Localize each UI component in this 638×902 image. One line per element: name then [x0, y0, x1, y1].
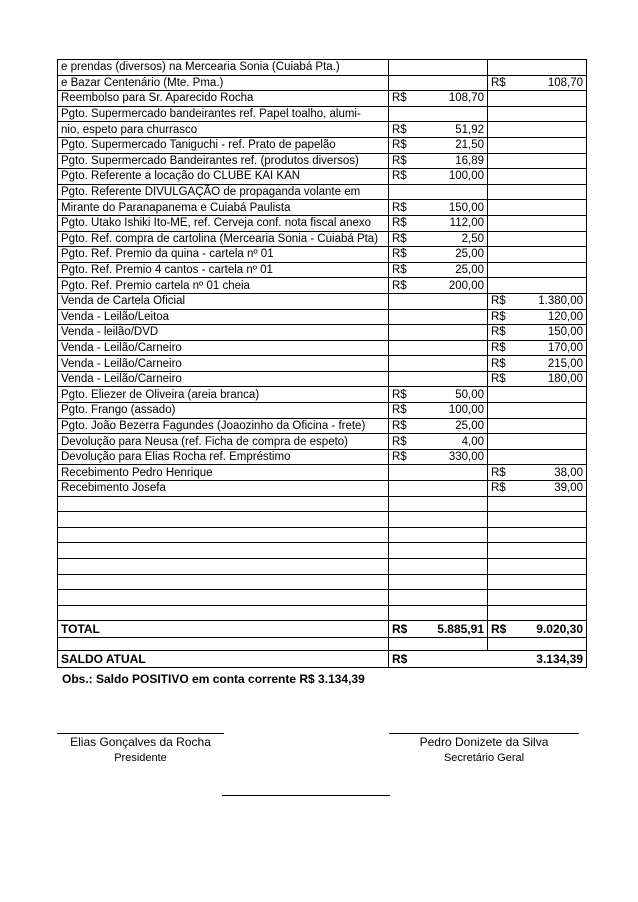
- spacer-cell: [518, 638, 587, 651]
- ledger-row: [58, 356, 587, 372]
- row-description: [58, 605, 389, 621]
- row-credit-currency: [488, 605, 519, 621]
- row-credit-value: [518, 605, 587, 621]
- observation-note: Obs.: Saldo POSITIVO em conta corrente R$ 3.134,39: [62, 672, 365, 686]
- signature-name-right: Pedro Donizete da Silva: [419, 735, 549, 749]
- row-description: Pgto. Supermercado bandeirantes ref. Papel toalho, alumi-: [58, 106, 389, 122]
- row-description: Pgto. Referente DIVULGAÇÃO de propaganda volante em: [58, 184, 389, 200]
- row-debit-value: [419, 496, 488, 512]
- row-description: [58, 559, 389, 575]
- row-credit-value: [518, 449, 587, 465]
- row-debit-value: [419, 75, 488, 91]
- row-credit-currency: R$: [488, 325, 519, 341]
- row-debit-value: [419, 527, 488, 543]
- total-row: [58, 621, 587, 638]
- row-credit-currency: R$: [488, 371, 519, 387]
- signature-line-left: [57, 733, 224, 734]
- ledger-row: [58, 231, 587, 247]
- row-debit-value: [419, 356, 488, 372]
- row-credit-value: 39,00: [518, 481, 587, 497]
- row-debit-value: [419, 325, 488, 341]
- row-credit-value: [518, 418, 587, 434]
- total-debit-currency: R$: [389, 621, 420, 638]
- row-debit-value: 112,00: [419, 215, 488, 231]
- row-credit-value: 215,00: [518, 356, 587, 372]
- row-description: [58, 543, 389, 559]
- row-credit-currency: [488, 574, 519, 590]
- row-debit-currency: [389, 340, 420, 356]
- row-credit-value: [518, 200, 587, 216]
- row-debit-currency: [389, 106, 420, 122]
- row-credit-value: [518, 122, 587, 138]
- row-debit-value: [419, 106, 488, 122]
- row-credit-currency: [488, 590, 519, 606]
- row-credit-currency: [488, 387, 519, 403]
- row-credit-value: [518, 403, 587, 419]
- row-debit-value: [419, 371, 488, 387]
- ledger-row: [58, 60, 587, 76]
- row-debit-value: [419, 293, 488, 309]
- row-debit-currency: [389, 184, 420, 200]
- row-credit-currency: [488, 153, 519, 169]
- row-credit-currency: [488, 60, 519, 76]
- row-credit-currency: [488, 91, 519, 107]
- row-debit-value: 25,00: [419, 418, 488, 434]
- row-debit-currency: R$: [389, 231, 420, 247]
- row-debit-currency: [389, 543, 420, 559]
- row-debit-currency: [389, 465, 420, 481]
- row-description: Mirante do Paranapanema e Cuiabá Paulista: [58, 200, 389, 216]
- row-credit-value: [518, 60, 587, 76]
- row-credit-currency: R$: [488, 75, 519, 91]
- row-credit-currency: R$: [488, 465, 519, 481]
- row-debit-currency: [389, 60, 420, 76]
- row-description: Venda - Leilão/Carneiro: [58, 340, 389, 356]
- ledger-row: [58, 293, 587, 309]
- row-debit-currency: [389, 512, 420, 528]
- row-debit-currency: R$: [389, 122, 420, 138]
- row-credit-value: [518, 574, 587, 590]
- row-credit-value: [518, 153, 587, 169]
- row-debit-value: [419, 465, 488, 481]
- row-credit-value: [518, 590, 587, 606]
- total-label: TOTAL: [58, 621, 389, 638]
- ledger-row: [58, 418, 587, 434]
- signature-name-left: Elias Gonçalves da Rocha: [70, 735, 211, 749]
- ledger-row: [58, 465, 587, 481]
- row-credit-value: [518, 247, 587, 263]
- ledger-row: [58, 200, 587, 216]
- row-debit-value: 25,00: [419, 262, 488, 278]
- row-debit-currency: R$: [389, 278, 420, 294]
- row-credit-currency: [488, 496, 519, 512]
- row-credit-value: [518, 387, 587, 403]
- spacer-cell: [419, 638, 488, 651]
- row-debit-currency: R$: [389, 247, 420, 263]
- row-debit-value: [419, 574, 488, 590]
- row-debit-value: 200,00: [419, 278, 488, 294]
- row-debit-currency: [389, 293, 420, 309]
- row-debit-currency: [389, 527, 420, 543]
- row-description: Devolução para Elias Rocha ref. Empréstimo: [58, 449, 389, 465]
- row-credit-value: [518, 543, 587, 559]
- row-description: Venda - Leilão/Leitoa: [58, 309, 389, 325]
- saldo-currency: R$: [389, 651, 420, 668]
- ledger-row: [58, 387, 587, 403]
- row-debit-currency: [389, 496, 420, 512]
- row-credit-value: [518, 262, 587, 278]
- row-credit-currency: [488, 278, 519, 294]
- row-description: Pgto. Ref. Premio cartela nº 01 cheia: [58, 278, 389, 294]
- row-credit-currency: R$: [488, 293, 519, 309]
- row-debit-value: [419, 184, 488, 200]
- ledger-body: [58, 60, 587, 621]
- row-credit-currency: [488, 418, 519, 434]
- row-debit-currency: [389, 559, 420, 575]
- row-credit-currency: [488, 106, 519, 122]
- row-credit-currency: [488, 403, 519, 419]
- row-credit-value: [518, 169, 587, 185]
- row-debit-value: [419, 590, 488, 606]
- spacer-cell: [389, 638, 420, 651]
- row-debit-currency: R$: [389, 91, 420, 107]
- row-debit-value: [419, 559, 488, 575]
- row-debit-value: 108,70: [419, 91, 488, 107]
- row-description: Recebimento Josefa: [58, 481, 389, 497]
- row-credit-value: 150,00: [518, 325, 587, 341]
- row-description: Pgto. Ref. Premio 4 cantos - cartela nº 01: [58, 262, 389, 278]
- row-debit-currency: R$: [389, 387, 420, 403]
- row-credit-value: 120,00: [518, 309, 587, 325]
- row-debit-currency: R$: [389, 262, 420, 278]
- row-credit-currency: [488, 137, 519, 153]
- saldo-label: SALDO ATUAL: [58, 651, 389, 668]
- row-credit-value: [518, 434, 587, 450]
- row-debit-value: 100,00: [419, 403, 488, 419]
- row-credit-value: [518, 278, 587, 294]
- row-credit-value: [518, 215, 587, 231]
- row-credit-currency: R$: [488, 481, 519, 497]
- row-credit-value: [518, 527, 587, 543]
- row-debit-currency: [389, 481, 420, 497]
- row-description: Pgto. Frango (assado): [58, 403, 389, 419]
- ledger-row: [58, 340, 587, 356]
- row-description: nio, espeto para churrasco: [58, 122, 389, 138]
- row-debit-value: 51,92: [419, 122, 488, 138]
- row-description: Pgto. Ref. Premio da quina - cartela nº 01: [58, 247, 389, 263]
- row-credit-value: 170,00: [518, 340, 587, 356]
- spacer-cell: [58, 638, 389, 651]
- spacer-row: [58, 638, 587, 651]
- ledger-row: [58, 153, 587, 169]
- ledger-row: [58, 574, 587, 590]
- ledger-row: [58, 247, 587, 263]
- row-debit-value: 21,50: [419, 137, 488, 153]
- row-debit-currency: [389, 371, 420, 387]
- row-debit-value: 150,00: [419, 200, 488, 216]
- row-credit-value: 1.380,00: [518, 293, 587, 309]
- row-credit-value: [518, 184, 587, 200]
- row-debit-value: [419, 481, 488, 497]
- row-description: Pgto. Utako Ishiki Ito-ME, ref. Cerveja conf. nota fiscal anexo: [58, 215, 389, 231]
- row-credit-value: [518, 559, 587, 575]
- signature-role-left: Presidente: [114, 752, 167, 764]
- row-debit-currency: R$: [389, 169, 420, 185]
- row-debit-value: 4,00: [419, 434, 488, 450]
- ledger-row: [58, 91, 587, 107]
- ledger-table: [57, 59, 587, 668]
- row-description: [58, 590, 389, 606]
- row-description: e Bazar Centenário (Mte. Pma.): [58, 75, 389, 91]
- row-description: Pgto. Ref. compra de cartolina (Mercearia Sonia - Cuiabá Pta): [58, 231, 389, 247]
- row-credit-currency: [488, 200, 519, 216]
- row-description: Pgto. Supermercado Taniguchi - ref. Prato de papelão: [58, 137, 389, 153]
- ledger-row: [58, 481, 587, 497]
- row-description: e prendas (diversos) na Mercearia Sonia (Cuiabá Pta.): [58, 60, 389, 76]
- row-debit-value: [419, 512, 488, 528]
- row-description: Venda - Leilão/Carneiro: [58, 371, 389, 387]
- row-debit-value: [419, 605, 488, 621]
- ledger-row: [58, 559, 587, 575]
- ledger-row: [58, 371, 587, 387]
- row-debit-value: [419, 309, 488, 325]
- ledger-row: [58, 215, 587, 231]
- row-credit-value: [518, 106, 587, 122]
- row-credit-value: [518, 496, 587, 512]
- row-credit-value: [518, 512, 587, 528]
- saldo-blank: [419, 651, 488, 668]
- ledger-row: [58, 325, 587, 341]
- row-credit-currency: [488, 122, 519, 138]
- row-debit-currency: [389, 356, 420, 372]
- row-description: [58, 527, 389, 543]
- row-debit-currency: [389, 574, 420, 590]
- row-description: Recebimento Pedro Henrique: [58, 465, 389, 481]
- row-description: Devolução para Neusa (ref. Ficha de compra de espeto): [58, 434, 389, 450]
- ledger-row: [58, 278, 587, 294]
- row-description: Venda - Leilão/Carneiro: [58, 356, 389, 372]
- row-credit-value: 180,00: [518, 371, 587, 387]
- row-credit-currency: R$: [488, 340, 519, 356]
- spacer-cell: [488, 638, 519, 651]
- row-credit-currency: [488, 512, 519, 528]
- ledger-row: [58, 496, 587, 512]
- row-credit-currency: [488, 169, 519, 185]
- row-debit-currency: R$: [389, 418, 420, 434]
- row-credit-currency: [488, 449, 519, 465]
- ledger-row: [58, 169, 587, 185]
- ledger-row: [58, 527, 587, 543]
- row-debit-value: 25,00: [419, 247, 488, 263]
- row-credit-currency: [488, 184, 519, 200]
- ledger-row: [58, 403, 587, 419]
- row-debit-currency: [389, 75, 420, 91]
- ledger-row: [58, 590, 587, 606]
- row-credit-value: 38,00: [518, 465, 587, 481]
- row-debit-value: [419, 60, 488, 76]
- row-credit-value: 108,70: [518, 75, 587, 91]
- row-description: Pgto. João Bezerra Fagundes (Joaozinho da Oficina - frete): [58, 418, 389, 434]
- ledger-row: [58, 75, 587, 91]
- ledger-row: [58, 543, 587, 559]
- ledger-row: [58, 184, 587, 200]
- row-debit-currency: [389, 590, 420, 606]
- ledger-row: [58, 449, 587, 465]
- total-credit-currency: R$: [488, 621, 519, 638]
- row-description: [58, 512, 389, 528]
- total-debit-value: 5.885,91: [419, 621, 488, 638]
- row-credit-currency: [488, 527, 519, 543]
- ledger-row: [58, 512, 587, 528]
- row-debit-currency: R$: [389, 153, 420, 169]
- saldo-row: [58, 651, 587, 668]
- saldo-blank: [488, 651, 519, 668]
- row-credit-value: [518, 91, 587, 107]
- row-debit-value: 330,00: [419, 449, 488, 465]
- row-description: Reembolso para Sr. Aparecido Rocha: [58, 91, 389, 107]
- row-credit-currency: [488, 262, 519, 278]
- row-debit-currency: [389, 325, 420, 341]
- row-debit-currency: [389, 309, 420, 325]
- row-debit-currency: R$: [389, 449, 420, 465]
- ledger-row: [58, 434, 587, 450]
- row-credit-currency: [488, 247, 519, 263]
- row-credit-currency: R$: [488, 356, 519, 372]
- row-debit-currency: R$: [389, 215, 420, 231]
- row-description: Venda - leilão/DVD: [58, 325, 389, 341]
- row-debit-value: 16,89: [419, 153, 488, 169]
- row-debit-currency: [389, 605, 420, 621]
- ledger-row: [58, 137, 587, 153]
- row-credit-currency: [488, 231, 519, 247]
- row-description: Pgto. Eliezer de Oliveira (areia branca): [58, 387, 389, 403]
- row-debit-value: 2,50: [419, 231, 488, 247]
- row-debit-value: [419, 543, 488, 559]
- saldo-value: 3.134,39: [518, 651, 587, 668]
- row-debit-value: 100,00: [419, 169, 488, 185]
- row-description: Pgto. Supermercado Bandeirantes ref. (produtos diversos): [58, 153, 389, 169]
- ledger-row: [58, 605, 587, 621]
- row-credit-value: [518, 137, 587, 153]
- row-credit-currency: [488, 559, 519, 575]
- row-description: [58, 574, 389, 590]
- row-credit-currency: R$: [488, 309, 519, 325]
- row-description: [58, 496, 389, 512]
- ledger-row: [58, 122, 587, 138]
- ledger-row: [58, 262, 587, 278]
- row-debit-currency: R$: [389, 200, 420, 216]
- row-credit-currency: [488, 215, 519, 231]
- row-credit-value: [518, 231, 587, 247]
- row-debit-currency: R$: [389, 434, 420, 450]
- row-credit-currency: [488, 543, 519, 559]
- signature-line-right: [389, 733, 579, 734]
- signature-line-center: [222, 795, 390, 796]
- row-credit-currency: [488, 434, 519, 450]
- row-debit-value: 50,00: [419, 387, 488, 403]
- ledger-row: [58, 106, 587, 122]
- row-debit-currency: R$: [389, 137, 420, 153]
- total-credit-value: 9.020,30: [518, 621, 587, 638]
- ledger-row: [58, 309, 587, 325]
- row-debit-value: [419, 340, 488, 356]
- row-debit-currency: R$: [389, 403, 420, 419]
- row-description: Venda de Cartela Oficial: [58, 293, 389, 309]
- signature-role-right: Secretário Geral: [443, 752, 525, 764]
- row-description: Pgto. Referente a locação do CLUBE KAI KAN: [58, 169, 389, 185]
